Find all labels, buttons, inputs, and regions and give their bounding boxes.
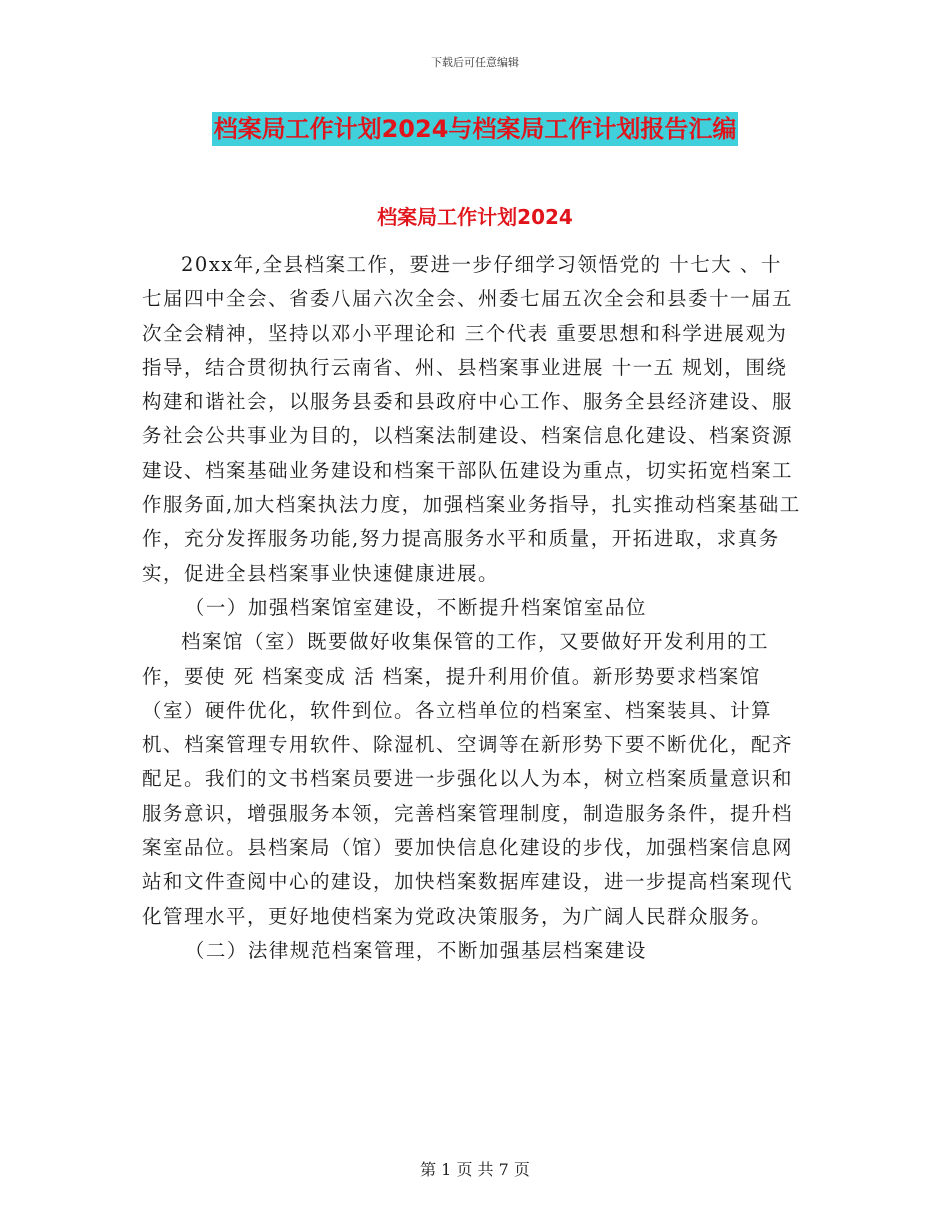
document-body [142,248,802,968]
paragraph-archive-building: 档案馆（室）既要做好收集保管的工作，又要做好开发利用的工作，要使 死 档案变成 活 档案，提升利用价值。新形势要求档案馆（室）硬件优化，软件到位。各立档单位的档案室、档案装具、计算机、档案管理专用软件、除湿机、空调等在新形势下要不断优化，配齐配足。我们的文书档案员要进一步强化以人为本，树立档案质量意识和服务意识，增强服务本领，完善档案管理制度，制造服务条件，提升档案室品位。县档案局（馆）要加快信息化建设的步伐，加强档案信息网站和文件查阅中心的建设，加快档案数据库建设，进一步提高档案现代化管理水平，更好地使档案为党政决策服务，为广阔人民群众服务。 [142,630,794,928]
header-note: 下载后可任意编辑 [431,56,519,69]
subheading-2: （二）法律规范档案管理，不断加强基层档案建设 [184,938,647,962]
document-title: 档案局工作计划2024与档案局工作计划报告汇编 [212,112,739,146]
subheading-1: （一）加强档案馆室建设，不断提升档案馆室品位 [184,595,647,619]
paragraph-intro: 20xx年,全县档案工作，要进一步仔细学习领悟党的 十七大 、十七届四中全会、省委八届六次全会、州委七届五次全会和县委十一届五次全会精神，坚持以邓小平理论和 三个代表 重要思想和科学进展观为指导，结合贯彻执行云南省、州、县档案事业进展 十一五 规划，围绕构建和谐社会，以服务县委和县政府中心工作、服务全县经济建设、服务社会公共事业为目的，以档案法制建设、档案信息化建设、档案资源建设、档案基础业务建设和档案干部队伍建设为重点，切实拓宽档案工作服务面,加大档案执法力度，加强档案业务指导，扎实推动档案基础工作，充分发挥服务功能,努力提高服务水平和质量，开拓进取，求真务实，促进全县档案事业快速健康进展。 [142,253,801,585]
page-number: 第 1 页 共 7 页 [420,1160,530,1179]
section-title: 档案局工作计划2024 [377,205,573,229]
document-title-wrap [0,112,950,146]
